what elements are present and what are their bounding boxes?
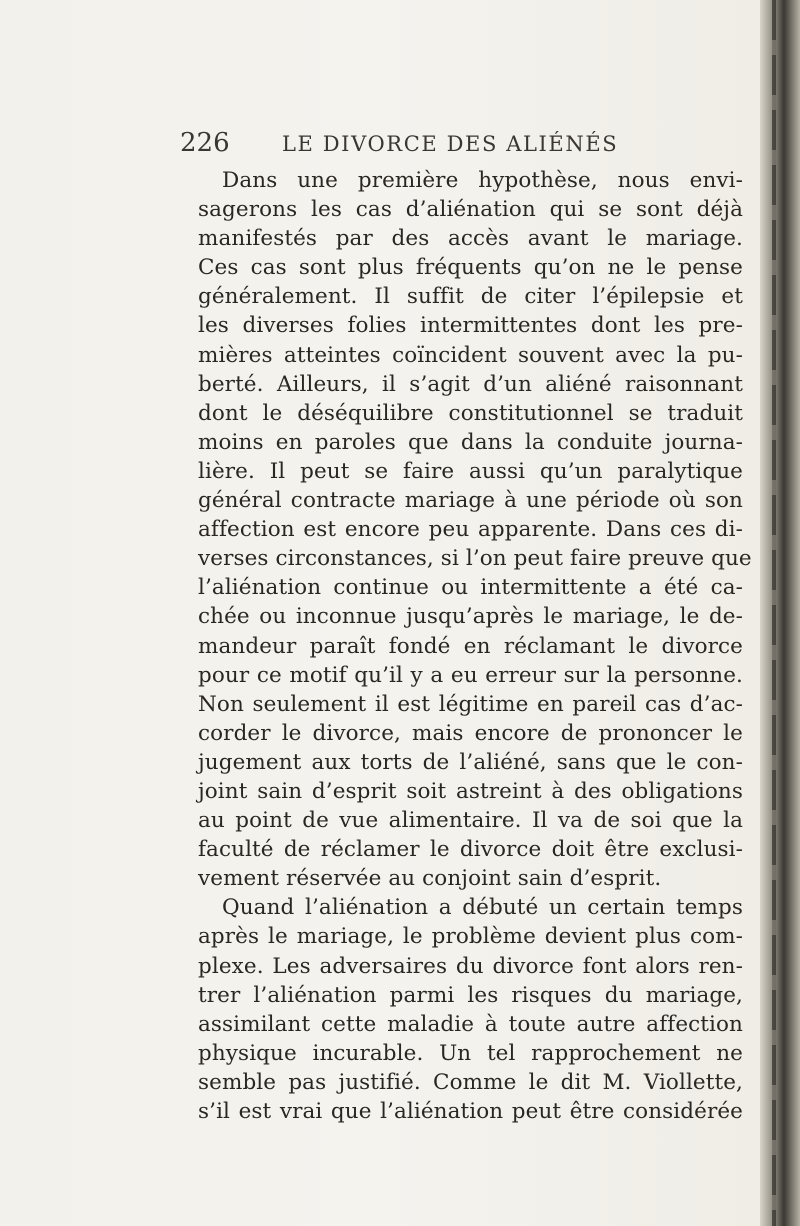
- text-line: plexe. Les adversaires du divorce font alors ren-: [198, 953, 743, 979]
- text-line: s’il est vrai que l’aliénation peut être considérée: [198, 1099, 743, 1124]
- text-line: moins en paroles que dans la conduite journa-: [198, 429, 743, 455]
- text-line: physique incurable. Un tel rapprochement ne: [198, 1040, 743, 1066]
- text-line: verses circonstances, si l’on peut faire preuve que: [198, 546, 752, 572]
- page-number: 226: [180, 128, 230, 158]
- text-line: Quand l’aliénation a débuté un certain temps: [222, 895, 743, 921]
- text-line: affection est encore peu apparente. Dans ces di-: [198, 517, 743, 543]
- body-text: [198, 166, 752, 1126]
- text-line: sagerons les cas d’aliénation qui se sont déjà: [198, 197, 743, 223]
- text-line: l’aliénation continue ou intermittente a été ca-: [198, 575, 743, 601]
- text-line: faculté de réclamer le divorce doit être exclusi-: [198, 837, 743, 863]
- text-line: généralement. Il suffit de citer l’épilepsie et: [198, 284, 743, 310]
- text-line: général contracte mariage à une période où son: [198, 488, 743, 514]
- text-line: trer l’aliénation parmi les risques du mariage,: [198, 982, 743, 1008]
- text-line: joint sain d’esprit soit astreint à des obligations: [198, 778, 743, 804]
- text-line: lière. Il peut se faire aussi qu’un paralytique: [198, 458, 743, 484]
- text-line: mandeur paraît fondé en réclamant le divorce: [198, 633, 743, 659]
- text-line: dont le déséquilibre constitutionnel se traduit: [198, 400, 743, 426]
- running-title: LE DIVORCE DES ALIÉNÉS: [282, 132, 619, 156]
- page-edge-shadow: [760, 0, 800, 1226]
- text-line: chée ou inconnue jusqu’après le mariage, le de-: [198, 604, 743, 630]
- page-header: [180, 128, 700, 168]
- text-line: Non seulement il est légitime en pareil cas d’ac-: [198, 691, 743, 717]
- text-line: semble pas justifié. Comme le dit M. Viollette,: [198, 1069, 743, 1095]
- text-line: Dans une première hypothèse, nous envi-: [222, 168, 743, 193]
- text-line: assimilant cette maladie à toute autre affection: [198, 1011, 743, 1037]
- text-line: après le mariage, le problème devient plus com-: [198, 924, 743, 950]
- text-line: les diverses folies intermittentes dont les pre-: [198, 313, 743, 339]
- text-line: au point de vue alimentaire. Il va de soi que la: [198, 808, 743, 834]
- text-line: vement réservée au conjoint sain d’esprit.: [198, 866, 662, 892]
- text-line: manifestés par des accès avant le mariage.: [198, 226, 743, 252]
- text-line: jugement aux torts de l’aliéné, sans que le con-: [198, 749, 743, 775]
- text-line: Ces cas sont plus fréquents qu’on ne le pense: [198, 255, 743, 281]
- text-line: pour ce motif qu’il y a eu erreur sur la personne.: [198, 662, 743, 688]
- text-line: corder le divorce, mais encore de prononcer le: [198, 720, 743, 746]
- text-line: berté. Ailleurs, il s’agit d’un aliéné raisonnant: [198, 371, 743, 397]
- text-line: mières atteintes coïncident souvent avec la pu-: [198, 342, 743, 368]
